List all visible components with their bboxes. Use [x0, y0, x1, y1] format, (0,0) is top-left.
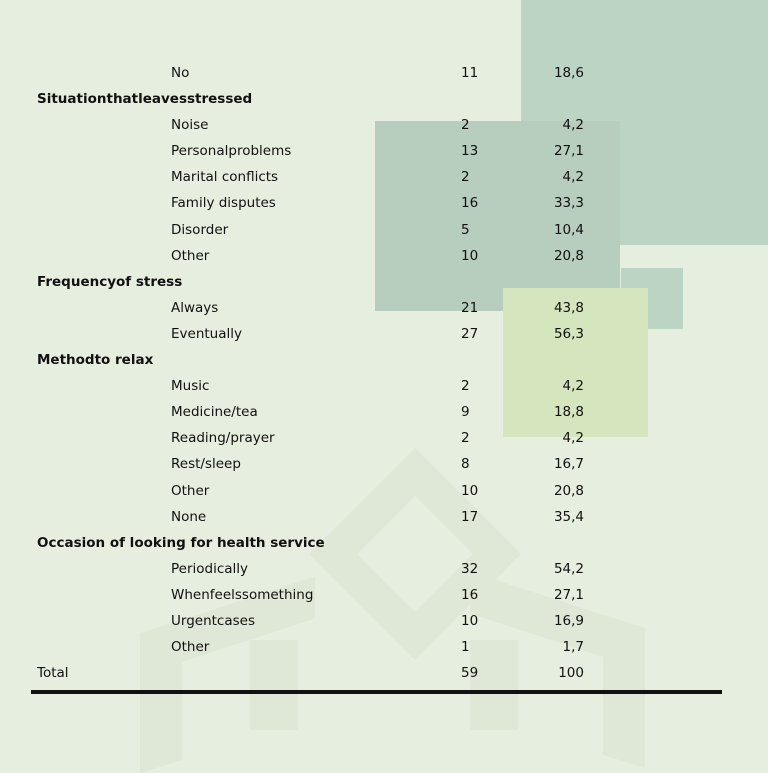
- row-label: Urgentcases: [171, 612, 255, 629]
- count-cell: 11: [461, 65, 479, 81]
- percent-cell: 100: [558, 665, 584, 682]
- table-row: [0, 634, 768, 660]
- section-header-row: [0, 530, 768, 556]
- row-label: Periodically: [171, 560, 249, 577]
- table-row: [0, 425, 768, 451]
- table-row: [0, 190, 768, 216]
- row-label: Rest/sleep: [171, 456, 241, 473]
- percent-cell: 1,7: [562, 639, 584, 656]
- table-row: [0, 138, 768, 164]
- table-row: [0, 60, 768, 86]
- row-label: Total: [37, 665, 69, 682]
- table-row: [0, 608, 768, 634]
- row-label: Noise: [171, 117, 209, 134]
- count-cell: 10: [461, 247, 479, 264]
- table-row: [0, 373, 768, 399]
- percent-cell: 4,2: [562, 378, 584, 395]
- table-row: [0, 478, 768, 504]
- table-bottom-rule: [31, 690, 722, 694]
- row-label: Eventually: [171, 325, 242, 342]
- count-cell: 1: [461, 639, 470, 656]
- count-cell: 17: [461, 508, 479, 525]
- percent-cell: 4,2: [562, 169, 584, 186]
- total-row: [0, 660, 768, 686]
- section-title: Occasion of looking for health service: [37, 534, 325, 551]
- percent-cell: 16,7: [553, 456, 584, 473]
- count-cell: 8: [461, 456, 470, 473]
- row-label: None: [171, 508, 207, 525]
- row-label: Other: [171, 482, 210, 499]
- section-title: Methodto relax: [37, 352, 154, 369]
- percent-cell: 33,3: [553, 195, 584, 212]
- percent-cell: 18,6: [553, 65, 584, 81]
- table-row: [0, 217, 768, 243]
- section-header-row: [0, 86, 768, 112]
- percent-cell: 4,2: [562, 117, 584, 134]
- count-cell: 16: [461, 586, 479, 603]
- section-title: Frequencyof stress: [37, 273, 183, 290]
- percent-cell: 20,8: [553, 482, 584, 499]
- row-label: Marital conflicts: [171, 169, 279, 186]
- percent-cell: 27,1: [553, 143, 584, 160]
- table-row: [0, 295, 768, 321]
- row-label: Other: [171, 247, 210, 264]
- table-row: [0, 321, 768, 347]
- percent-cell: 43,8: [553, 299, 584, 316]
- row-label: Music: [171, 378, 210, 395]
- table-row: [0, 112, 768, 138]
- count-cell: 59: [461, 665, 479, 682]
- section-header-row: [0, 347, 768, 373]
- count-cell: 13: [461, 143, 479, 160]
- percent-cell: 54,2: [553, 560, 584, 577]
- percent-cell: 20,8: [553, 247, 584, 264]
- percent-cell: 27,1: [553, 586, 584, 603]
- count-cell: 2: [461, 169, 470, 186]
- row-label: Reading/prayer: [171, 430, 275, 447]
- section-header-row: [0, 269, 768, 295]
- count-cell: 32: [461, 560, 479, 577]
- row-label: Family disputes: [171, 195, 276, 212]
- percent-cell: 18,8: [553, 404, 584, 421]
- table-row: [0, 582, 768, 608]
- table-row: [0, 504, 768, 530]
- count-cell: 16: [461, 195, 479, 212]
- count-cell: 27: [461, 325, 479, 342]
- count-cell: 2: [461, 378, 470, 395]
- section-title: Situationthatleavesstressed: [37, 91, 253, 108]
- table-row: [0, 451, 768, 477]
- data-table: [0, 60, 768, 686]
- count-cell: 2: [461, 430, 470, 447]
- table-row: [0, 243, 768, 269]
- count-cell: 10: [461, 482, 479, 499]
- row-label: Always: [171, 299, 219, 316]
- row-label: Disorder: [171, 221, 229, 238]
- table-row: [0, 164, 768, 190]
- row-label: Personalproblems: [171, 143, 292, 160]
- percent-cell: 16,9: [553, 612, 584, 629]
- row-label: No: [171, 65, 190, 81]
- row-label: Medicine/tea: [171, 404, 258, 421]
- percent-cell: 4,2: [562, 430, 584, 447]
- percent-cell: 35,4: [553, 508, 584, 525]
- count-cell: 21: [461, 299, 479, 316]
- count-cell: 5: [461, 221, 470, 238]
- percent-cell: 56,3: [553, 325, 584, 342]
- count-cell: 2: [461, 117, 470, 134]
- row-label: Whenfeelssomething: [171, 586, 314, 603]
- table-row: [0, 399, 768, 425]
- table-row: [0, 556, 768, 582]
- count-cell: 10: [461, 612, 479, 629]
- percent-cell: 10,4: [553, 221, 584, 238]
- count-cell: 9: [461, 404, 470, 421]
- row-label: Other: [171, 639, 210, 656]
